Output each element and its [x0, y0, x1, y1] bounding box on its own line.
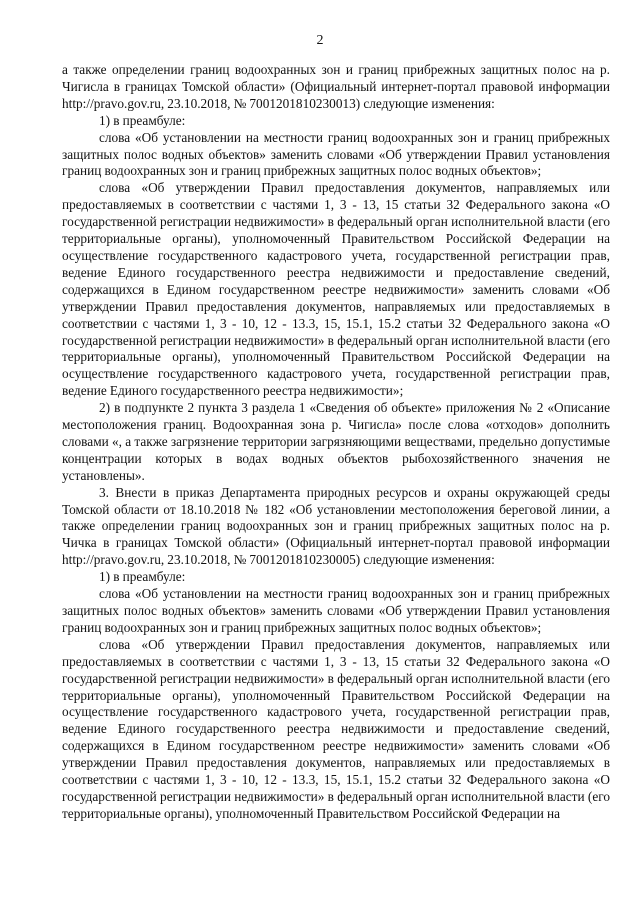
paragraph-continuation: а также определении границ водоохранных зон и границ прибрежных защитных полос на р. Чигисла в границах Томской области» (Официальный интернет-портал правовой информации http://pravo.gov.ru, 23.10.2018, № 7001201810230013) следующие изменения:: [62, 62, 610, 111]
paragraph-item-3: 3. Внести в приказ Департамента природных ресурсов и охраны окружающей среды Томской области от 18.10.2018 № 182 «Об установлении местоположения береговой линии, а также определении границ водоохранных зон и границ прибрежных защитных полос на р. Чичка в границах Томской области» (Официальный интернет-портал правовой информации http://pravo.gov.ru, 23.10.2018, № 7001201810230005) следующие изменения:: [62, 484, 610, 568]
paragraph-preamble-heading-2: 1) в преамбуле:: [99, 569, 186, 585]
paragraph-preamble-heading: 1) в преамбуле:: [99, 112, 186, 128]
page-number: 2: [316, 33, 324, 48]
document-body: [62, 62, 610, 823]
paragraph-preamble-replace-2: слова «Об утверждении Правил предоставления документов, направляемых или предоставляемых в соответствии с частями 1, 3 - 13, 15 статьи 32 Федерального закона «О государственной регистрации недвижимости» в федеральный орган исполнительной власти (его территориальные органы), уполномоченный Правительством Российской Федерации на осуществление государственного кадастрового учета, государственной регистрации прав, ведение Единого государственного реестра недвижимости и предоставление сведений, содержащихся в Едином государственном реестре недвижимости» заменить словами «Об утверждении Правил предоставления документов, направляемых или предоставляемых в соответствии с частями 1, 3 - 10, 12 - 13.3, 15, 15.1, 15.2 статьи 32 Федерального закона «О государственной регистрации недвижимости» в федеральный орган исполнительной власти (его территориальные органы), уполномоченный Правительством Российской Федерации на осуществление государственного кадастрового учета, государственной регистрации прав, ведение Единого государственного реестра недвижимости»;: [62, 180, 610, 399]
paragraph-subitem-2: 2) в подпункте 2 пункта 3 раздела 1 «Сведения об объекте» приложения № 2 «Описание местоположения границ. Водоохранная зона р. Чигисла» после слова «отходов» дополнить словами «, а также загрязнение территории загрязняющими веществами, предельно допустимые концентрации которых в водах водных объектов рыбохозяйственного значения не установлены».: [62, 400, 610, 483]
paragraph-preamble-replace-3: слова «Об установлении на местности границ водоохранных зон и границ прибрежных защитных полос водных объектов» заменить словами «Об утверждении Правил установления границ водоохранных зон и границ прибрежных защитных полос водных объектов»;: [62, 586, 610, 635]
paragraph-preamble-replace-4: слова «Об утверждении Правил предоставления документов, направляемых или предоставляемых в соответствии с частями 1, 3 - 13, 15 статьи 32 Федерального закона «О государственной регистрации недвижимости» в федеральный орган исполнительной власти (его территориальные органы), уполномоченный Правительством Российской Федерации на осуществление государственного кадастрового учета, государственной регистрации прав, ведение Единого государственного реестра недвижимости и предоставление сведений, содержащихся в Едином государственном реестре недвижимости» заменить словами «Об утверждении Правил предоставления документов, направляемых или предоставляемых в соответствии с частями 1, 3 - 10, 12 - 13.3, 15, 15.1, 15.2 статьи 32 Федерального закона «О государственной регистрации недвижимости» в федеральный орган исполнительной власти (его территориальные органы), уполномоченный Правительством Российской Федерации на: [62, 636, 610, 821]
paragraph-preamble-replace-1: слова «Об установлении на местности границ водоохранных зон и границ прибрежных защитных полос водных объектов» заменить словами «Об утверждении Правил установления границ водоохранных зон и границ прибрежных защитных полос водных объектов»;: [62, 129, 610, 179]
